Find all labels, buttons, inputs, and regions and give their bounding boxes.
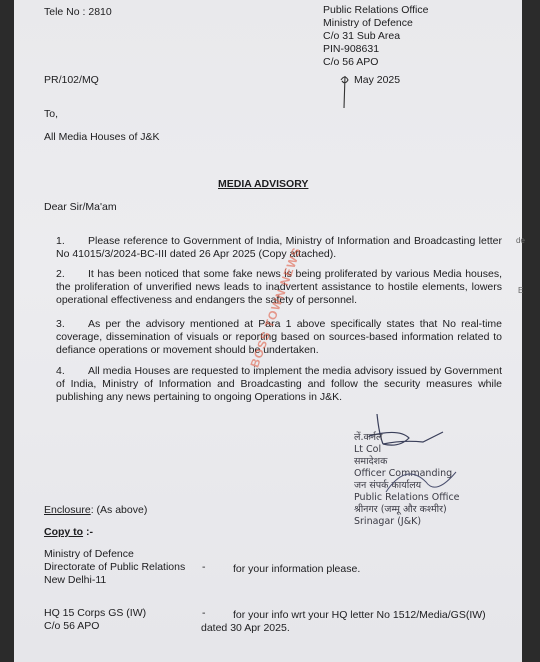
copy-note-2-date: dated 30 Apr 2025. xyxy=(201,622,290,634)
paragraph-number: 1. xyxy=(56,235,65,247)
salutation: Dear Sir/Ma'am xyxy=(44,201,117,213)
copy-recipient-line: HQ 15 Corps GS (IW) xyxy=(44,607,147,619)
paragraph-number: 4. xyxy=(56,365,65,377)
stamp-line: Srinagar (J&K) xyxy=(354,516,422,527)
copy-dash: - xyxy=(202,561,206,573)
copy-recipient-line: C/o 56 APO xyxy=(44,620,100,632)
paragraph-text: Please reference to Government of India, Ministry of Information and Broadcasting letter No 41015/3/2024-BC-III dated 26 Apr 2025 (Copy attached). xyxy=(56,235,502,260)
stamp-scribble xyxy=(384,462,464,506)
copy-note-2: for your info wrt your HQ letter No 1512/Media/GS(IW) xyxy=(233,609,486,621)
office-address xyxy=(323,4,428,69)
stamp-line: श्रीनगर (जम्मू और कश्मीर) xyxy=(354,504,447,515)
tele-number: Tele No : 2810 xyxy=(44,6,112,18)
paragraph-number: 3. xyxy=(56,318,65,330)
office-line: Ministry of Defence xyxy=(323,17,413,29)
to-label: To, xyxy=(44,108,59,120)
stamp-line: Lt Col xyxy=(354,444,382,455)
office-line: C/o 56 APO xyxy=(323,56,379,68)
copy-to-heading xyxy=(44,526,93,539)
copy-recipient-line: Directorate of Public Relations xyxy=(44,561,186,573)
copy-recipient-1 xyxy=(44,548,185,587)
copy-to-suffix: :- xyxy=(83,526,93,538)
paragraph-3 xyxy=(56,318,502,357)
copy-recipient-line: Ministry of Defence xyxy=(44,548,134,560)
office-line: Public Relations Office xyxy=(323,4,429,16)
enclosure xyxy=(44,504,147,517)
enclosure-value: : (As above) xyxy=(90,504,148,516)
edge-mark: E xyxy=(518,286,524,295)
watermark: BOSS TOWN NEWS xyxy=(247,245,305,370)
paragraph-text: As per the advisory mentioned at Para 1 above specifically states that No real-time coverage, dissemination of visuals or reporting based on sources-based information related to defiance operations or movement should be undertaken. xyxy=(56,318,502,356)
stamp-line: Public Relations Office xyxy=(354,492,460,503)
copy-recipient-line: New Delhi-11 xyxy=(44,574,107,586)
paragraph-text: It has been noticed that some fake news is being proliferated by various Media houses, the proliferation of unverified news leads to inadvertent assistance to hostile elements, lowers operational effectiveness and endangers the safety of personnel. xyxy=(56,268,502,306)
paragraph-4 xyxy=(56,365,502,404)
document-title: MEDIA ADVISORY xyxy=(218,178,309,190)
paragraph-text: All media Houses are requested to implement the media advisory issued by Government of India, Ministry of Information and Broadcasting and follow the security measures while publishing any news pertaining to ongoing Operations in J&K. xyxy=(56,365,502,403)
letter-date: May 2025 xyxy=(354,74,401,86)
copy-note-1: for your information please. xyxy=(233,563,361,575)
paragraph-1 xyxy=(56,235,502,261)
handwritten-day-mark xyxy=(337,70,351,110)
stamp-line: समादेशक xyxy=(354,456,388,467)
edge-mark: de xyxy=(516,236,525,245)
reference-number: PR/102/MQ xyxy=(44,74,99,86)
copy-dash: - xyxy=(202,607,206,619)
copy-recipient-2 xyxy=(44,607,146,633)
recipient: All Media Houses of J&K xyxy=(44,131,160,143)
document-page xyxy=(14,0,522,662)
stamp-line: लें.कर्नल xyxy=(354,432,383,443)
office-line: C/o 31 Sub Area xyxy=(323,30,401,42)
copy-to-label: Copy to xyxy=(44,526,84,538)
office-line: PIN-908631 xyxy=(323,43,380,55)
enclosure-label: Enclosure xyxy=(44,504,91,516)
stamp-line: जन संपर्क कार्यालय xyxy=(354,480,422,491)
paragraph-number: 2. xyxy=(56,268,65,280)
stamp-line: Officer Commanding xyxy=(354,468,453,479)
